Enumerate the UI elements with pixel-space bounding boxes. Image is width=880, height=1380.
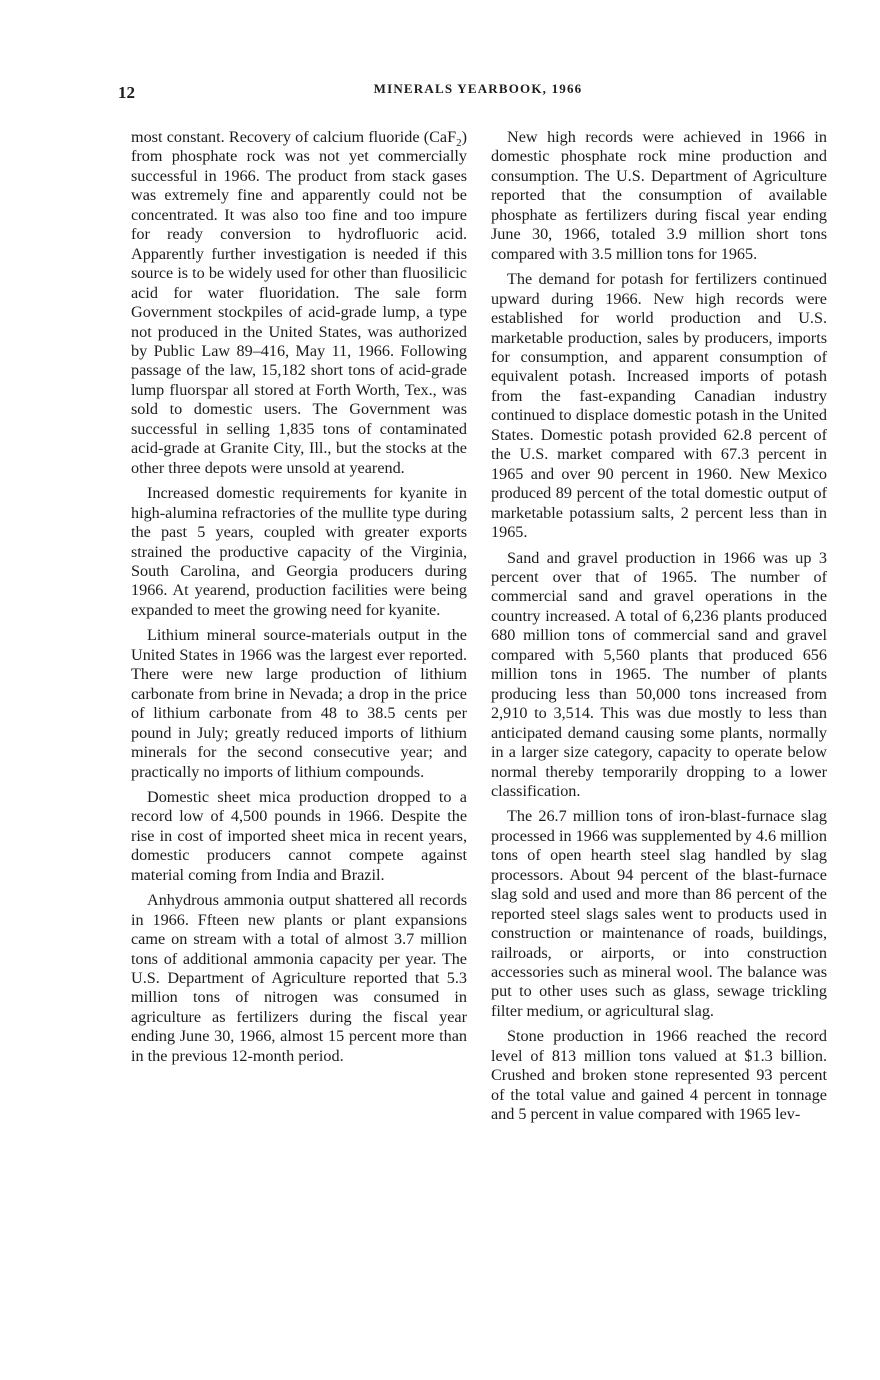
paragraph-lithium: Lithium mineral source-materials output in the United States in 1966 was the largest ever reported. There were new large production of lithium carbonate from brine in Nevada; a drop in the price of lithium carbonate from 48 to 38.5 cents per pound in July; greatly reduced imports of lithium minerals for the second consecutive year; and practically no imports of lithium compounds. <box>131 626 467 781</box>
paragraph-calcium-fluoride <box>131 128 467 478</box>
page-number: 12 <box>118 83 135 102</box>
paragraph-slag: The 26.7 million tons of iron-blast-furnace slag processed in 1966 was supplemented by 4.6 million tons of open hearth steel slag handled by slag processors. About 94 percent of the blast-furnace slag sold and used and more than 86 percent of the reported steel slags sales went to products used in construction or maintenance of roads, buildings, railroads, or airports, or into construction accessories such as mineral wool. The balance was put to other uses such as glass, sewage trickling filter medium, or agricultural slag. <box>491 807 827 1020</box>
subscript: 2 <box>456 137 462 150</box>
paragraph-text: ) from phosphate rock was not yet commercially successful in 1966. The product from stack gases was extremely fine and apparently could not be concentrated. It was also too fine and too impure for ready conversion to hydrofluoric acid. Apparently further investigation is needed if this source is to be widely used for other than fluosilicic acid for water fluoridation. The sale form Government stockpiles of acid-grade lump, a type not produced in the United States, was authorized by Public Law 89–416, May 11, 1966. Following passage of the law, 15,182 short tons of acid-grade lump fluorspar all stored at Forth Worth, Tex., was sold to domestic users. The Government was successful in selling 1,835 tons of contaminated acid-grade at Granite City, Ill., but the stocks at the other three depots were unsold at yearend. <box>131 128 467 477</box>
left-column <box>131 128 467 1072</box>
paragraph-phosphate: New high records were achieved in 1966 in domestic phosphate rock mine production and consumption. The U.S. Department of Agriculture reported that the consumption of available phosphate as fertilizers during fiscal year ending June 30, 1966, totaled 3.9 million short tons compared with 3.5 million tons for 1965. <box>491 128 827 263</box>
paragraph-text: most constant. Recovery of calcium fluoride (CaF <box>131 128 457 146</box>
paragraph-kyanite: Increased domestic requirements for kyanite in high-alumina refractories of the mullite type during the past 5 years, coupled with greater exports strained the productive capacity of the Virginia, South Carolina, and Georgia producers during 1966. At yearend, production facilities were being expanded to meet the growing need for kyanite. <box>131 484 467 619</box>
paragraph-potash: The demand for potash for fertilizers continued upward during 1966. New high records were established for world production and U.S. marketable production, sales by producers, imports for consumption, and apparent consumption of equivalent potash. Increased imports of potash from the fast-expanding Canadian industry continued to displace domestic potash in the United States. Domestic potash provided 62.8 percent of the U.S. market compared with 67.3 percent in 1965 and over 90 percent in 1960. New Mexico produced 89 percent of the total domestic output of marketable potassium salts, 2 percent less than in 1965. <box>491 270 827 542</box>
paragraph-sand-gravel: Sand and gravel production in 1966 was up 3 percent over that of 1965. The number of commercial sand and gravel operations in the country increased. A total of 6,236 plants produced 680 million tons of commercial sand and gravel compared with 5,560 plants that produced 656 million tons in 1965. The number of plants producing less than 50,000 tons increased from 2,910 to 3,514. This was due mostly to less than anticipated demand causing some plants, normally in a larger size category, capacity to operate below normal thereby temporarily dropping to a lower classification. <box>491 548 827 800</box>
right-column <box>491 128 827 1131</box>
paragraph-ammonia: Anhydrous ammonia output shattered all records in 1966. Ffteen new plants or plant expansions came on stream with a total of almost 3.7 million tons of additional ammonia capacity per year. The U.S. Department of Agriculture reported that 5.3 million tons of nitrogen was consumed in agriculture as fertilizers during the fiscal year ending June 30, 1966, almost 15 percent more than in the previous 12-month period. <box>131 891 467 1065</box>
paragraph-mica: Domestic sheet mica production dropped to a record low of 4,500 pounds in 1966. Despite the rise in cost of imported sheet mica in recent years, domestic producers cannot compete against material coming from India and Brazil. <box>131 787 467 884</box>
running-head: MINERALS YEARBOOK, 1966 <box>373 81 583 96</box>
page-header <box>118 80 838 106</box>
paragraph-stone: Stone production in 1966 reached the record level of 813 million tons valued at $1.3 billion. Crushed and broken stone represented 93 percent of the total value and gained 4 percent in tonnage and 5 percent in value compared with 1965 lev- <box>491 1027 827 1124</box>
